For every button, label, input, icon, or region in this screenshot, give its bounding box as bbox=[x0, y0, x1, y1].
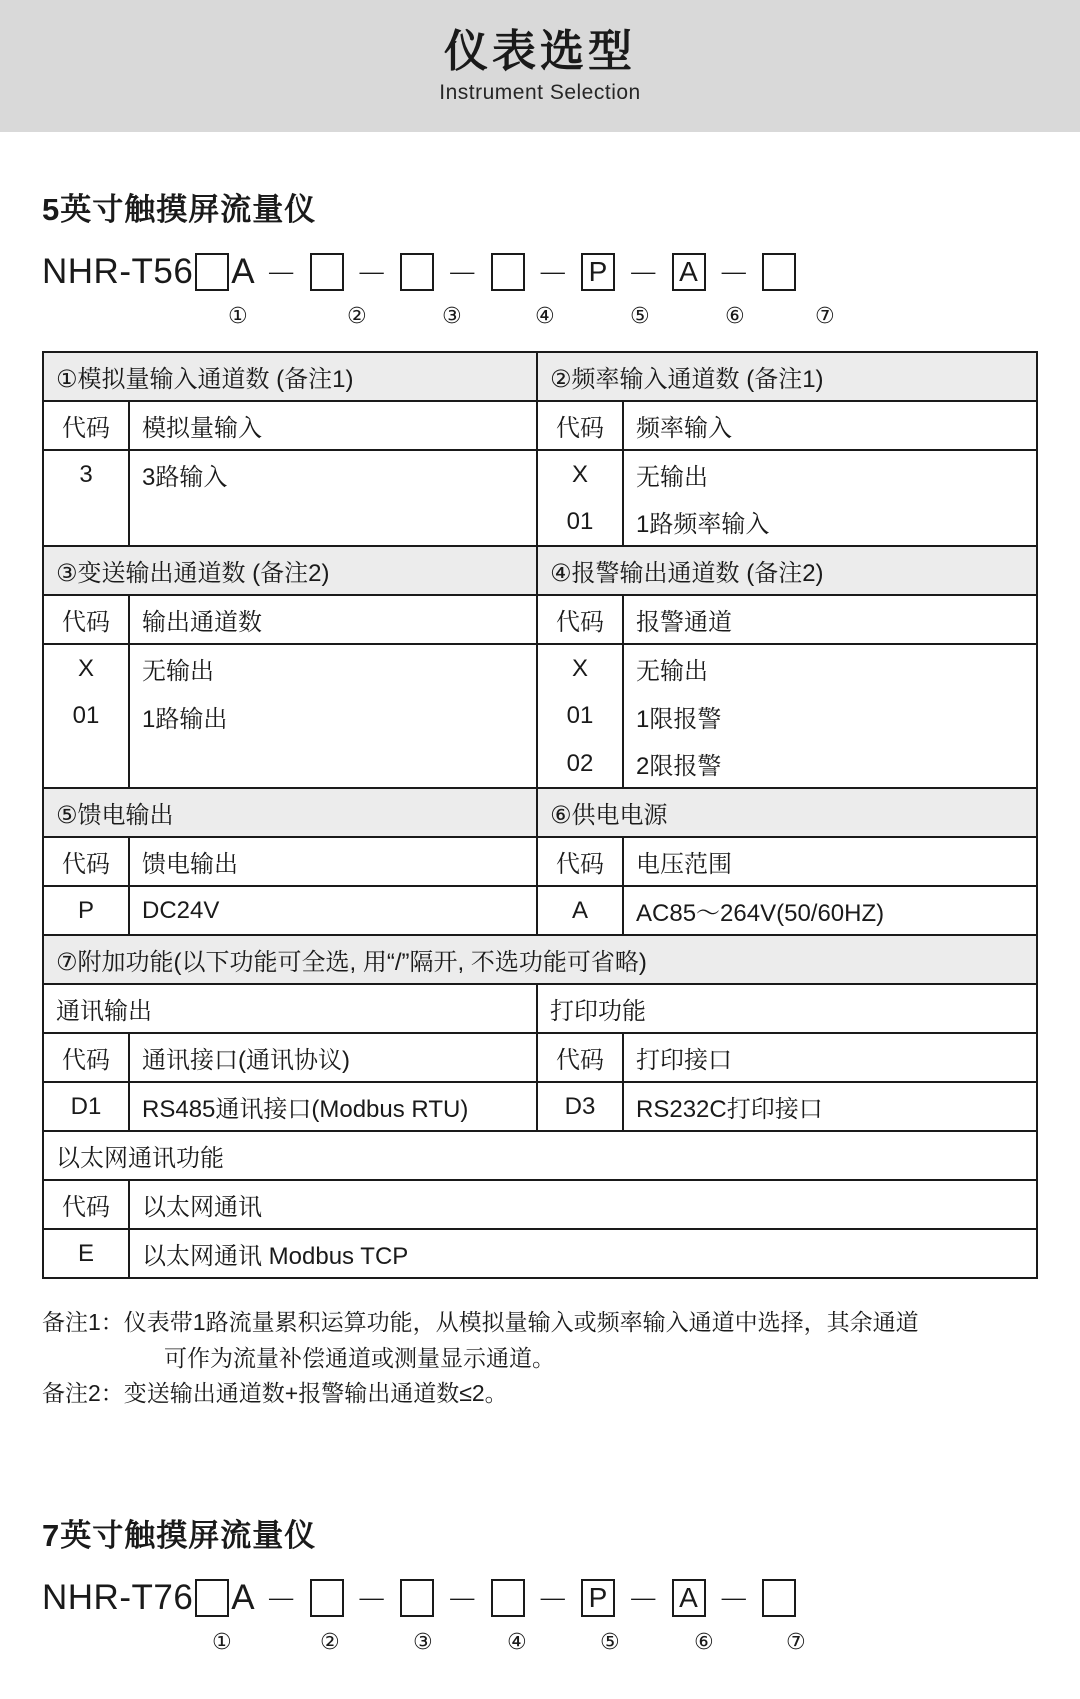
group5-title: ⑤馈电输出 bbox=[43, 788, 537, 837]
model7-box-3[interactable] bbox=[400, 1579, 434, 1617]
model-dash-6: － bbox=[717, 256, 751, 292]
group7-title: ⑦附加功能(以下功能可全选, 用“/”隔开, 不选功能可省略) bbox=[43, 935, 1037, 984]
model-mark-5: ⑤ bbox=[630, 303, 650, 328]
note-2 bbox=[42, 1376, 1038, 1412]
model-box-4[interactable] bbox=[491, 253, 525, 291]
group3-row3-code bbox=[43, 740, 129, 788]
comm-row1-code: D1 bbox=[43, 1082, 129, 1131]
table-row bbox=[43, 984, 1037, 1033]
model7-mark-7: ⑦ bbox=[786, 1628, 806, 1654]
model7-mark-3: ③ bbox=[413, 1628, 433, 1654]
model-dash-2: － bbox=[355, 256, 389, 292]
group3-code-header: 代码 bbox=[43, 595, 129, 644]
model7-mark-2: ② bbox=[320, 1628, 340, 1654]
model-code-7inch bbox=[42, 1569, 1038, 1627]
page-header-banner bbox=[0, 0, 1080, 132]
model-box-5[interactable]: P bbox=[581, 253, 615, 291]
model7-dash-1: － bbox=[265, 1581, 298, 1618]
group2-row2-desc: 1路频率输入 bbox=[623, 498, 1037, 546]
model7-dash-5: － bbox=[627, 1581, 660, 1618]
group6-row1-code: A bbox=[537, 886, 623, 935]
notes-block bbox=[42, 1305, 1038, 1412]
table-row bbox=[43, 498, 1037, 546]
model-box-1[interactable] bbox=[195, 253, 229, 291]
group1-row2-desc bbox=[129, 498, 537, 546]
table-row bbox=[43, 837, 1037, 886]
model-dash-1: － bbox=[265, 256, 298, 292]
group3-title: ③变送输出通道数 (备注2) bbox=[43, 546, 537, 595]
group3-name-header: 输出通道数 bbox=[129, 595, 537, 644]
table-row bbox=[43, 740, 1037, 788]
group4-row2-desc: 1限报警 bbox=[623, 692, 1037, 740]
group2-row2-code: 01 bbox=[537, 498, 623, 546]
table-row bbox=[43, 1033, 1037, 1082]
group4-row1-desc: 无输出 bbox=[623, 644, 1037, 692]
model7-dash-3: － bbox=[446, 1581, 479, 1618]
model7-dash-4: － bbox=[536, 1581, 570, 1618]
options-table bbox=[42, 351, 1038, 1279]
model-box-3[interactable] bbox=[400, 253, 434, 291]
group6-name-header: 电压范围 bbox=[623, 837, 1037, 886]
model7-letter-a: A bbox=[231, 1577, 256, 1617]
group3-row1-code: X bbox=[43, 644, 129, 692]
model7-box-7[interactable] bbox=[762, 1579, 796, 1617]
section-spacer bbox=[42, 1412, 1038, 1458]
table-row bbox=[43, 1131, 1037, 1180]
model7-mark-6: ⑥ bbox=[694, 1628, 714, 1654]
group2-row1-code: X bbox=[537, 450, 623, 498]
group4-row1-code: X bbox=[537, 644, 623, 692]
note-2-label: 备注2： bbox=[42, 1380, 124, 1407]
group1-code-header: 代码 bbox=[43, 401, 129, 450]
model7-box-1[interactable] bbox=[195, 1579, 229, 1617]
group5-code-header: 代码 bbox=[43, 837, 129, 886]
table-row bbox=[43, 788, 1037, 837]
group6-title: ⑥供电电源 bbox=[537, 788, 1037, 837]
note-1-line-1: 仪表带1路流量累积运算功能，从模拟量输入或频率输入通道中选择，其余通道 bbox=[123, 1309, 919, 1335]
comm-name-header: 通讯接口(通讯协议) bbox=[129, 1033, 537, 1082]
model7-box-6[interactable]: A bbox=[672, 1579, 706, 1617]
page-title: 仪表选型 bbox=[444, 26, 636, 76]
table-row bbox=[43, 644, 1037, 692]
note-1-label: 备注1： bbox=[42, 1309, 124, 1335]
group1-row2-code bbox=[43, 498, 129, 546]
model7-dash-2: － bbox=[355, 1581, 389, 1618]
group3-row3-desc bbox=[129, 740, 537, 788]
note-1 bbox=[42, 1305, 1038, 1341]
table-row bbox=[43, 935, 1037, 984]
comm-code-header: 代码 bbox=[43, 1033, 129, 1082]
model-dash-5: － bbox=[627, 256, 660, 292]
section-title-5inch: 5英寸触摸屏流量仪 bbox=[42, 192, 317, 227]
table-row bbox=[43, 1229, 1037, 1278]
model7-dash-6: － bbox=[717, 1581, 751, 1618]
table-row bbox=[43, 401, 1037, 450]
model-mark-2: ② bbox=[347, 303, 367, 328]
model7-box-2[interactable] bbox=[310, 1579, 344, 1617]
group5-name-header: 馈电输出 bbox=[129, 837, 537, 886]
model-letter-a: A bbox=[231, 252, 256, 291]
group1-row1-desc: 3路输入 bbox=[129, 450, 537, 498]
note-1-line-2: 可作为流量补偿通道或测量显示通道。 bbox=[164, 1344, 555, 1371]
model-code-5inch bbox=[42, 243, 1038, 301]
group4-name-header: 报警通道 bbox=[623, 595, 1037, 644]
group4-row3-code: 02 bbox=[537, 740, 623, 788]
group3-row2-desc: 1路输出 bbox=[129, 692, 537, 740]
comm-row1-desc: RS485通讯接口(Modbus RTU) bbox=[129, 1082, 537, 1131]
table-row bbox=[43, 692, 1037, 740]
print-row1-code: D3 bbox=[537, 1082, 623, 1131]
model-prefix: NHR-T56 bbox=[42, 252, 194, 291]
model-mark-7: ⑦ bbox=[815, 303, 835, 328]
model-prefix-7inch: NHR-T76 bbox=[42, 1577, 194, 1617]
group6-row1-desc: AC85～264V(50/60HZ) bbox=[623, 886, 1037, 935]
print-row1-desc: RS232C打印接口 bbox=[623, 1082, 1037, 1131]
model7-box-4[interactable] bbox=[491, 1579, 525, 1617]
model-marks-5inch bbox=[42, 303, 1038, 333]
print-code-header: 代码 bbox=[537, 1033, 623, 1082]
model7-mark-4: ④ bbox=[507, 1628, 527, 1654]
table-row bbox=[43, 886, 1037, 935]
model-mark-6: ⑥ bbox=[725, 303, 745, 328]
table-row bbox=[43, 1082, 1037, 1131]
group4-row3-desc: 2限报警 bbox=[623, 740, 1037, 788]
model-marks-7inch bbox=[42, 1629, 1038, 1659]
group1-row1-code: 3 bbox=[43, 450, 129, 498]
section-title-7inch: 7英寸触摸屏流量仪 bbox=[42, 1517, 317, 1553]
ethernet-row1-code: E bbox=[43, 1229, 129, 1278]
group1-title: ①模拟量输入通道数 (备注1) bbox=[43, 352, 537, 401]
group6-code-header: 代码 bbox=[537, 837, 623, 886]
table-row bbox=[43, 546, 1037, 595]
note-2-line-1: 变送输出通道数+报警输出通道数≤2。 bbox=[123, 1380, 508, 1407]
model-mark-4: ④ bbox=[535, 303, 555, 328]
model-box-6[interactable]: A bbox=[672, 253, 706, 291]
table-row bbox=[43, 450, 1037, 498]
model7-mark-1: ① bbox=[212, 1628, 232, 1654]
print-title: 打印功能 bbox=[537, 984, 1037, 1033]
model-box-2[interactable] bbox=[310, 253, 344, 291]
group4-title: ④报警输出通道数 (备注2) bbox=[537, 546, 1037, 595]
model-dash-3: － bbox=[446, 256, 479, 292]
table-row bbox=[43, 352, 1037, 401]
group2-row1-desc: 无输出 bbox=[623, 450, 1037, 498]
ethernet-code-header: 代码 bbox=[43, 1180, 129, 1229]
group1-name-header: 模拟量输入 bbox=[129, 401, 537, 450]
ethernet-title: 以太网通讯功能 bbox=[43, 1131, 1037, 1180]
page-subtitle: Instrument Selection bbox=[439, 81, 641, 105]
group3-row1-desc: 无输出 bbox=[129, 644, 537, 692]
group4-row2-code: 01 bbox=[537, 692, 623, 740]
group2-title: ②频率输入通道数 (备注1) bbox=[537, 352, 1037, 401]
model-box-7[interactable] bbox=[762, 253, 796, 291]
model7-box-5[interactable]: P bbox=[581, 1579, 615, 1617]
model-dash-4: － bbox=[536, 256, 570, 292]
model-mark-1: ① bbox=[228, 303, 248, 328]
group5-row1-code: P bbox=[43, 886, 129, 935]
group3-row2-code: 01 bbox=[43, 692, 129, 740]
print-name-header: 打印接口 bbox=[623, 1033, 1037, 1082]
comm-title: 通讯输出 bbox=[43, 984, 537, 1033]
table-row bbox=[43, 595, 1037, 644]
table-row bbox=[43, 1180, 1037, 1229]
group4-code-header: 代码 bbox=[537, 595, 623, 644]
model7-mark-5: ⑤ bbox=[600, 1628, 620, 1654]
ethernet-name-header: 以太网通讯 bbox=[129, 1180, 1037, 1229]
model-mark-3: ③ bbox=[442, 303, 462, 328]
group2-code-header: 代码 bbox=[537, 401, 623, 450]
group5-row1-desc: DC24V bbox=[129, 886, 537, 935]
group2-name-header: 频率输入 bbox=[623, 401, 1037, 450]
section-5inch bbox=[0, 184, 1080, 1659]
ethernet-row1-desc: 以太网通讯 Modbus TCP bbox=[129, 1229, 1037, 1278]
